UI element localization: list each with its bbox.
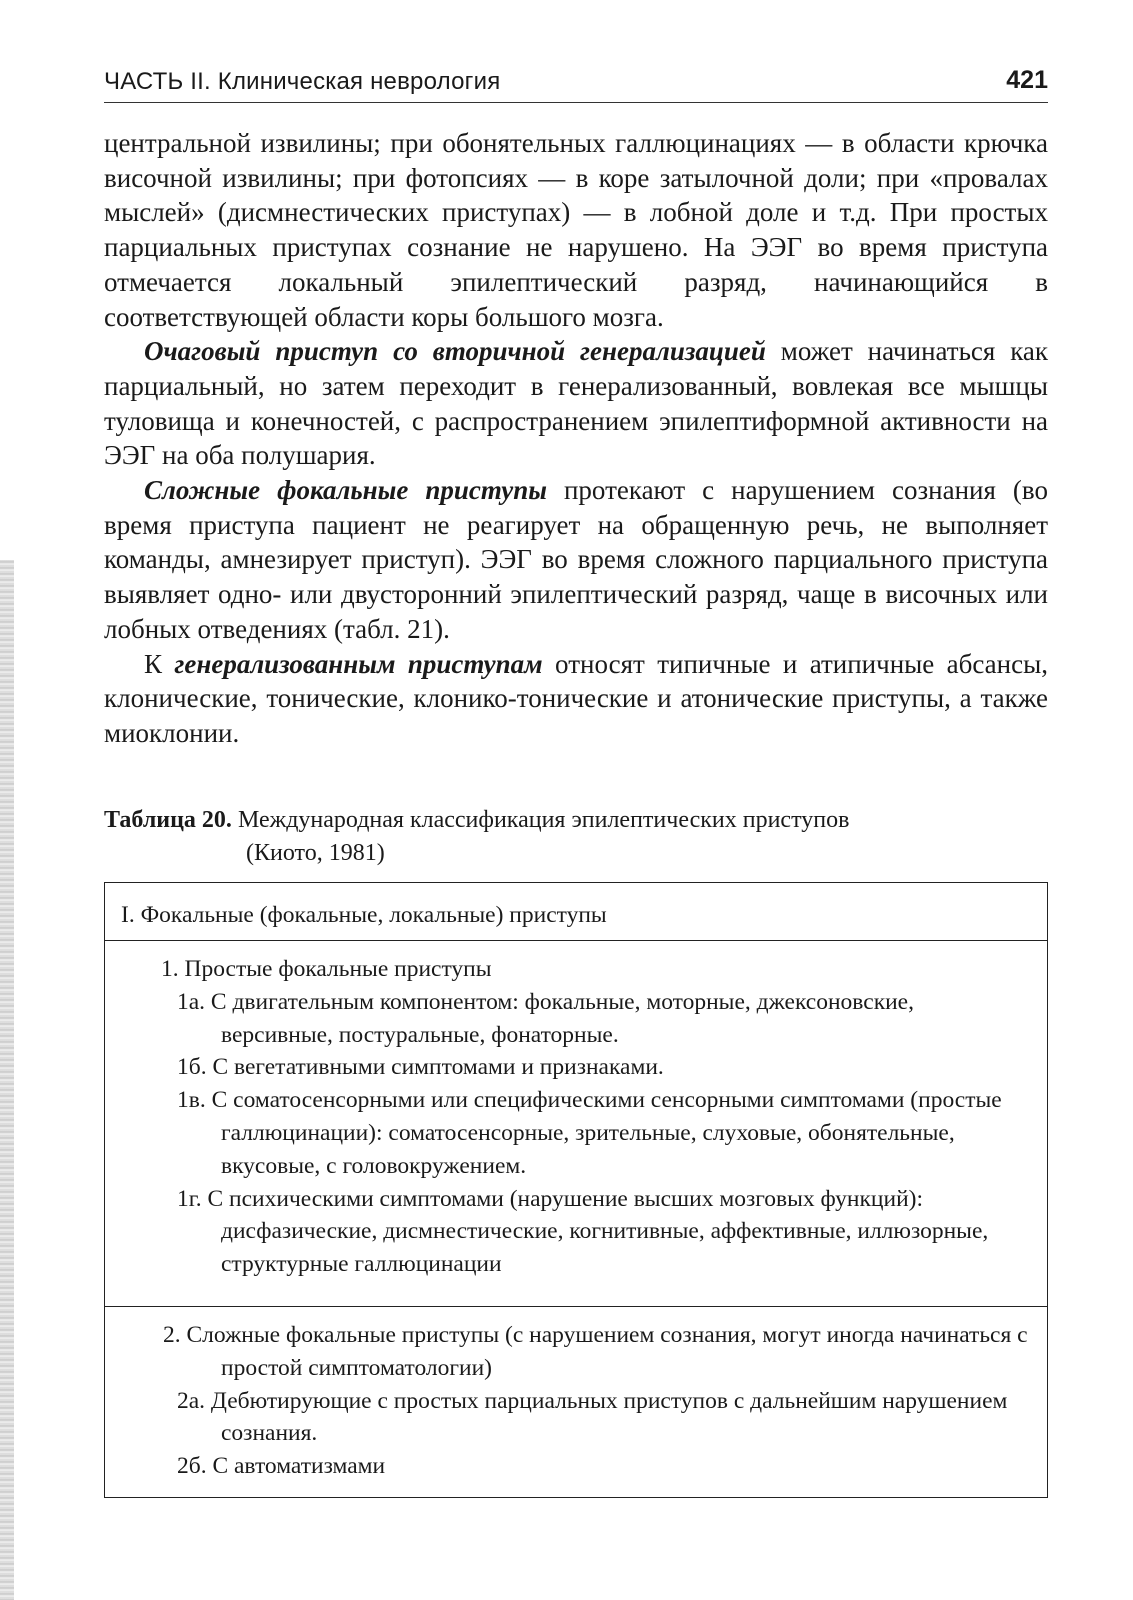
paragraph-4-term: генерализованным приступам: [174, 648, 543, 679]
section-complex-item-2a: 2а. Дебютирующие с простых парциальных приступов с дальнейшим нарушением сознания.: [177, 1387, 1008, 1447]
section-complex-title: 2. Сложные фокальные приступы (с нарушением сознания, могут иногда начинаться с простой симптоматологии): [163, 1322, 1028, 1381]
paragraph-1-text: центральной извилины; при обонятельных галлюцинациях — в области крючка височной извилины; при фотопсиях — в коре затылочной доли; при «провалах мыслей» (дисмнестических приступах) — в лобной доле и т.д. При простых парциальных приступах сознание не нарушено. На ЭЭГ во время приступа отмечается локальный эпилептический разряд, начинающийся в соответствующей области коры большого мозга.: [104, 128, 1048, 332]
table-caption: [104, 804, 1048, 870]
paragraph-2: [104, 334, 1048, 473]
table-header-text: I. Фокальные (фокальные, локальные) приступы: [121, 902, 607, 928]
section-simple-item-1v: 1в. С соматосенсорными или специфическими сенсорными симптомами (простые галлюцинации): соматосенсорные, зрительные, слуховые, обонятельные, вкусовые, с головокружением.: [177, 1087, 1002, 1179]
running-head-title: ЧАСТЬ II. Клиническая неврология: [104, 68, 501, 95]
table-caption-label: Таблица 20.: [104, 807, 232, 833]
paragraph-3-text: протекают с нарушением сознания (во время приступа пациент не реагирует на обращенную речь, не выполняет команды, амнезирует приступ). ЭЭГ во время сложного парциального приступа выявляет одно- или двусторонний эпилептический разряд, чаще в височных или лобных отведениях (табл. 21).: [104, 475, 1048, 644]
section-complex-item-2b: 2б. С автоматизмами: [177, 1453, 386, 1480]
section-simple-title: 1. Простые фокальные приступы: [161, 956, 492, 982]
paragraph-2-text: может начинаться как парциальный, но затем переходит в генерализованный, вовлекая все мышцы туловища и конечностей, с распространением эпилептиформной активности на ЭЭГ на оба полушария.: [104, 336, 1049, 471]
running-head: [104, 66, 1048, 103]
body-text: [104, 126, 1048, 751]
paragraph-2-term: Очаговый приступ со вторичной генерализацией: [144, 336, 766, 367]
table-caption-year: (Киото, 1981): [246, 840, 385, 866]
paragraph-4-prefix: К: [144, 648, 175, 679]
page-number: 421: [1006, 66, 1048, 94]
paragraph-3-term: Сложные фокальные приступы: [144, 475, 547, 506]
paragraph-4: [104, 647, 1048, 751]
classification-table: [104, 882, 1048, 1498]
table-caption-title: Международная классификация эпилептических приступов: [231, 807, 850, 833]
book-spine-shadow: [0, 560, 14, 1600]
paragraph-4-text: относят типичные и атипичные абсансы, клонические, тонические, клонико-тонические и атонические приступы, а также миоклонии.: [104, 648, 1048, 748]
table-header-row: [105, 883, 1047, 941]
paragraph-3: [104, 473, 1048, 647]
section-simple-item-1a: 1а. С двигательным компонентом: фокальные, моторные, джексоновские, версивные, постуральные, фонаторные.: [177, 988, 914, 1048]
section-simple-item-1g: 1г. С психическими симптомами (нарушение высших мозговых функций): дисфазические, дисмнестические, когнитивные, аффективные, иллюзорные, структурные галлюцинации: [177, 1185, 989, 1278]
section-simple-item-1b: 1б. С вегетативными симптомами и признаками.: [177, 1054, 664, 1081]
table-section-complex: [105, 1307, 1047, 1497]
paragraph-1: [104, 126, 1048, 334]
table-section-simple: [105, 941, 1047, 1307]
